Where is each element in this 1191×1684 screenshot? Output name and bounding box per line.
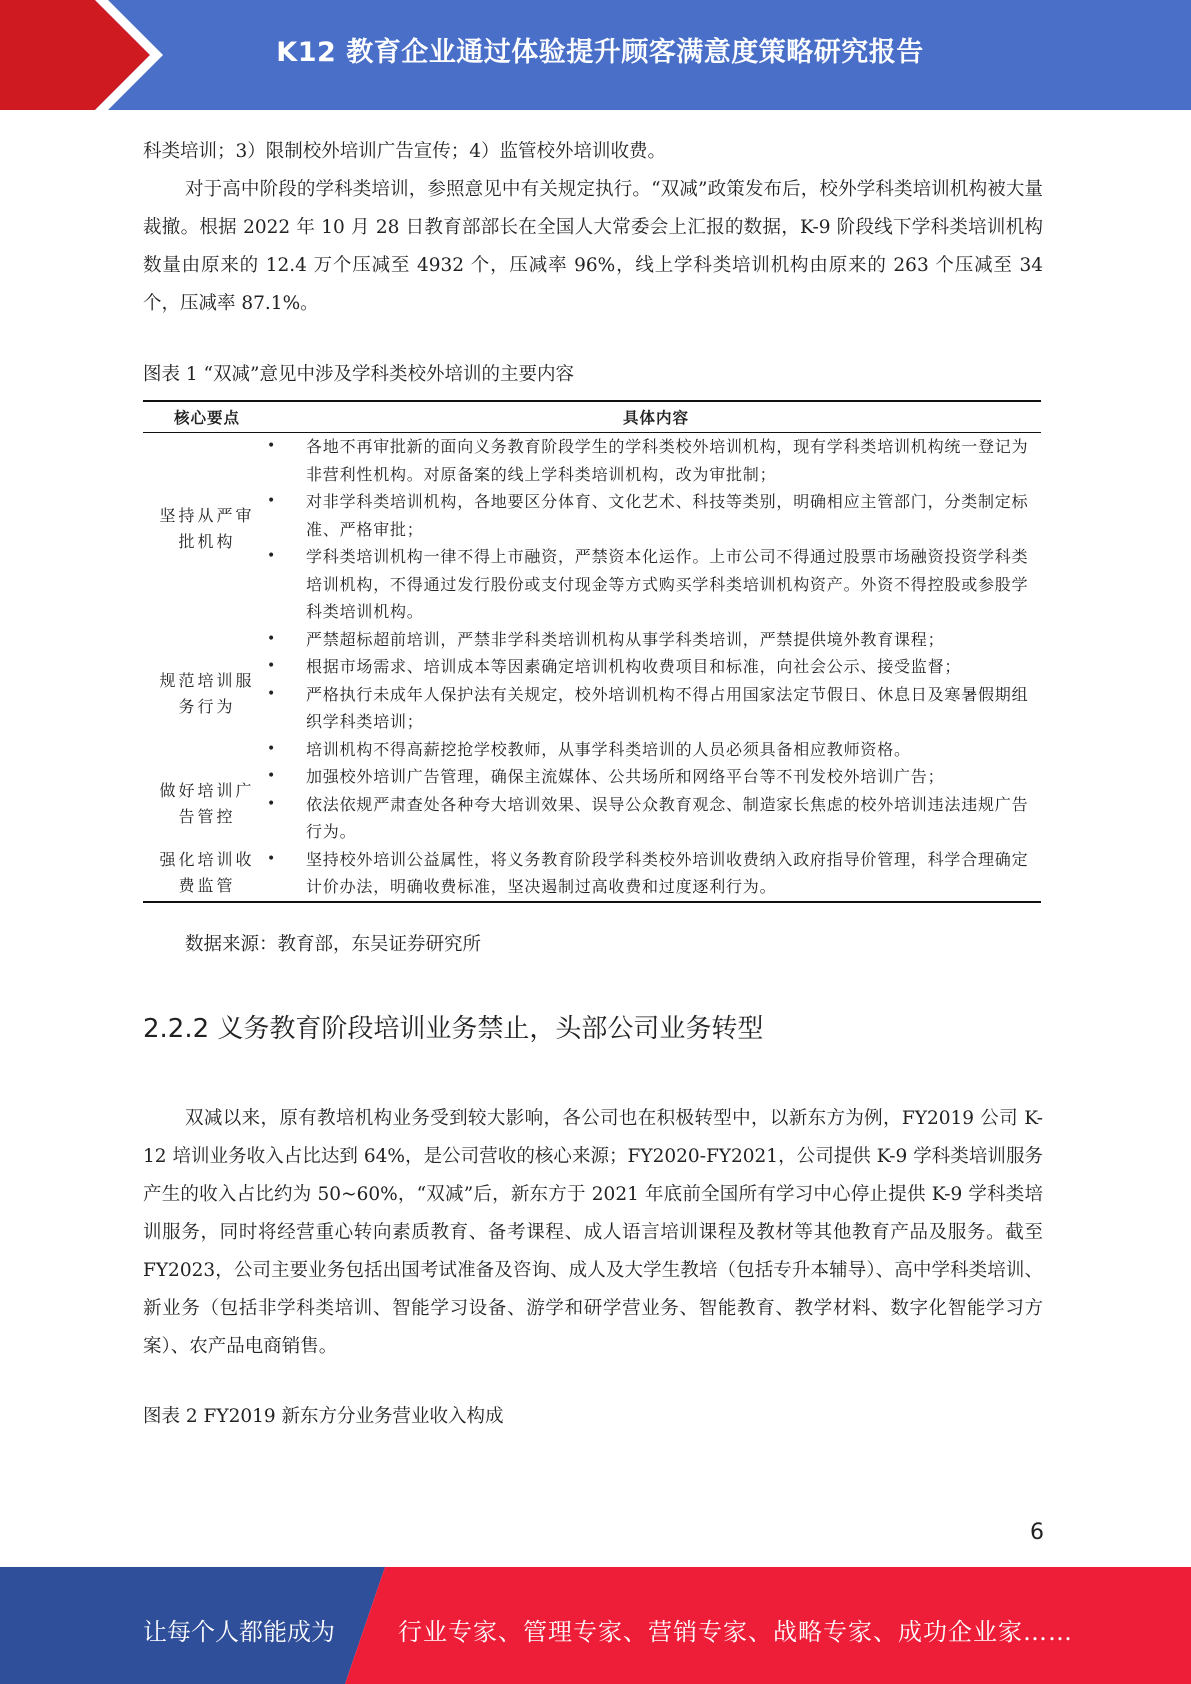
row-key: 规范培训服务行为 — [159, 671, 255, 717]
intro-section — [143, 133, 1043, 323]
policy-table — [143, 400, 1041, 903]
row-key: 坚持从严审批机构 — [159, 506, 255, 552]
item-list — [271, 433, 1041, 626]
list-item: • 对非学科类培训机构，各地要区分体育、文化艺术、科技等类别，明确相应主管部门，分类制定标准、严格审批； — [159, 488, 1041, 543]
list-item: • 各地不再审批新的面向义务教育阶段学生的学科类校外培训机构，现有学科类培训机构统一登记为非营利性机构。对原备案的线上学科类培训机构，改为审批制； — [159, 433, 1041, 488]
list-item: • 加强校外培训广告管理，确保主流媒体、公共场所和网络平台等不刊发校外培训广告； — [159, 763, 1041, 791]
list-item: • 学科类培训机构一律不得上市融资，严禁资本化运作。上市公司不得通过股票市场融资投资学科类培训机构，不得通过发行股份或支付现金等方式购买学科类培训机构资产。外资不得控股或参股学科类培训机构。 — [159, 543, 1041, 626]
table-row — [143, 846, 1041, 902]
section-heading: 2.2.2 义务教育阶段培训业务禁止，头部公司业务转型 — [143, 1014, 764, 1044]
paragraph-3: 双减以来，原有教培机构业务受到较大影响，各公司也在积极转型中，以新东方为例，FY2019 公司 K-12 培训业务收入占比达到 64%，是公司营收的核心来源；FY2020-FY2021，公司提供 K-9 学科类培训服务产生的收入占比约为 50~60%，“双减”后，新东方于 2021 年底前全国所有学习中心停止提供 K-9 学科类培训服务，同时将经营重心转向素质教育、备考课程、成人语言培训课程及教材等其他教育产品及服务。截至 FY2023，公司主要业务包括出国考试准备及咨询、成人及大学生教培（包括专升本辅导）、高中学科类培训、新业务（包括非学科类培训、智能学习设备、游学和研学营业务、智能教育、教学材料、数字化智能学习方案）、农产品电商销售。 — [143, 1108, 1043, 1357]
page-number: 6 — [1030, 1520, 1044, 1545]
table-row — [143, 433, 1041, 626]
footer-slogan-right: 行业专家、管理专家、营销专家、战略专家、成功企业家…… — [398, 1618, 1073, 1646]
row-key: 强化培训收费监管 — [159, 850, 255, 895]
header-content: 具体内容 — [271, 401, 1041, 433]
item-list — [271, 846, 1041, 901]
header-key: 核心要点 — [143, 401, 271, 433]
report-title: K12 教育企业通过体验提升顾客满意度策略研究报告 — [276, 37, 924, 68]
footer-slogan-left: 让每个人都能成为 — [143, 1618, 335, 1646]
list-item: • 严格执行未成年人保护法有关规定，校外培训机构不得占用国家法定节假日、休息日及寒暑假期组织学科类培训； — [159, 681, 1041, 736]
list-item: • 依法依规严肃查处各种夸大培训效果、误导公众教育观念、制造家长焦虑的校外培训违法违规广告行为。 — [159, 791, 1041, 846]
item-list — [271, 763, 1041, 846]
table-row — [143, 763, 1041, 846]
table-caption: 图表 1 “双减”意见中涉及学科类校外培训的主要内容 — [143, 364, 574, 385]
list-item: • 严禁超标超前培训，严禁非学科类培训机构从事学科类培训，严禁提供境外教育课程； — [159, 626, 1041, 654]
figure-caption: 图表 2 FY2019 新东方分业务营业收入构成 — [143, 1406, 504, 1427]
page-header — [0, 0, 1191, 110]
list-item: • 坚持校外培训公益属性，将义务教育阶段学科类校外培训收费纳入政府指导价管理，科学合理确定计价办法，明确收费标准，坚决遏制过高收费和过度逐利行为。 — [159, 846, 1041, 901]
paragraph-2: 对于高中阶段的学科类培训，参照意见中有关规定执行。“双减”政策发布后，校外学科类培训机构被大量裁撤。根据 2022 年 10 月 28 日教育部部长在全国人大常委会上汇报的数据，K-9 阶段线下学科类培训机构数量由原来的 12.4 万个压减至 4932 个，压减率 96%，线上学科类培训机构由原来的 263 个压减至 34 个，压减率 87.1%。 — [143, 179, 1043, 314]
row-key: 做好培训广告管控 — [159, 781, 255, 827]
table-source: 数据来源：教育部，东吴证券研究所 — [185, 934, 482, 955]
body-section — [143, 1100, 1043, 1366]
list-item: • 培训机构不得高薪挖抢学校教师，从事学科类培训的人员必须具备相应教师资格。 — [159, 736, 1041, 764]
item-list — [271, 626, 1041, 764]
list-item: • 根据市场需求、培训成本等因素确定培训机构收费项目和标准，向社会公示、接受监督； — [159, 653, 1041, 681]
table-header-row — [143, 401, 1041, 433]
paragraph-1: 科类培训；3）限制校外培训广告宣传；4）监管校外培训收费。 — [143, 141, 667, 162]
table-row — [143, 626, 1041, 764]
